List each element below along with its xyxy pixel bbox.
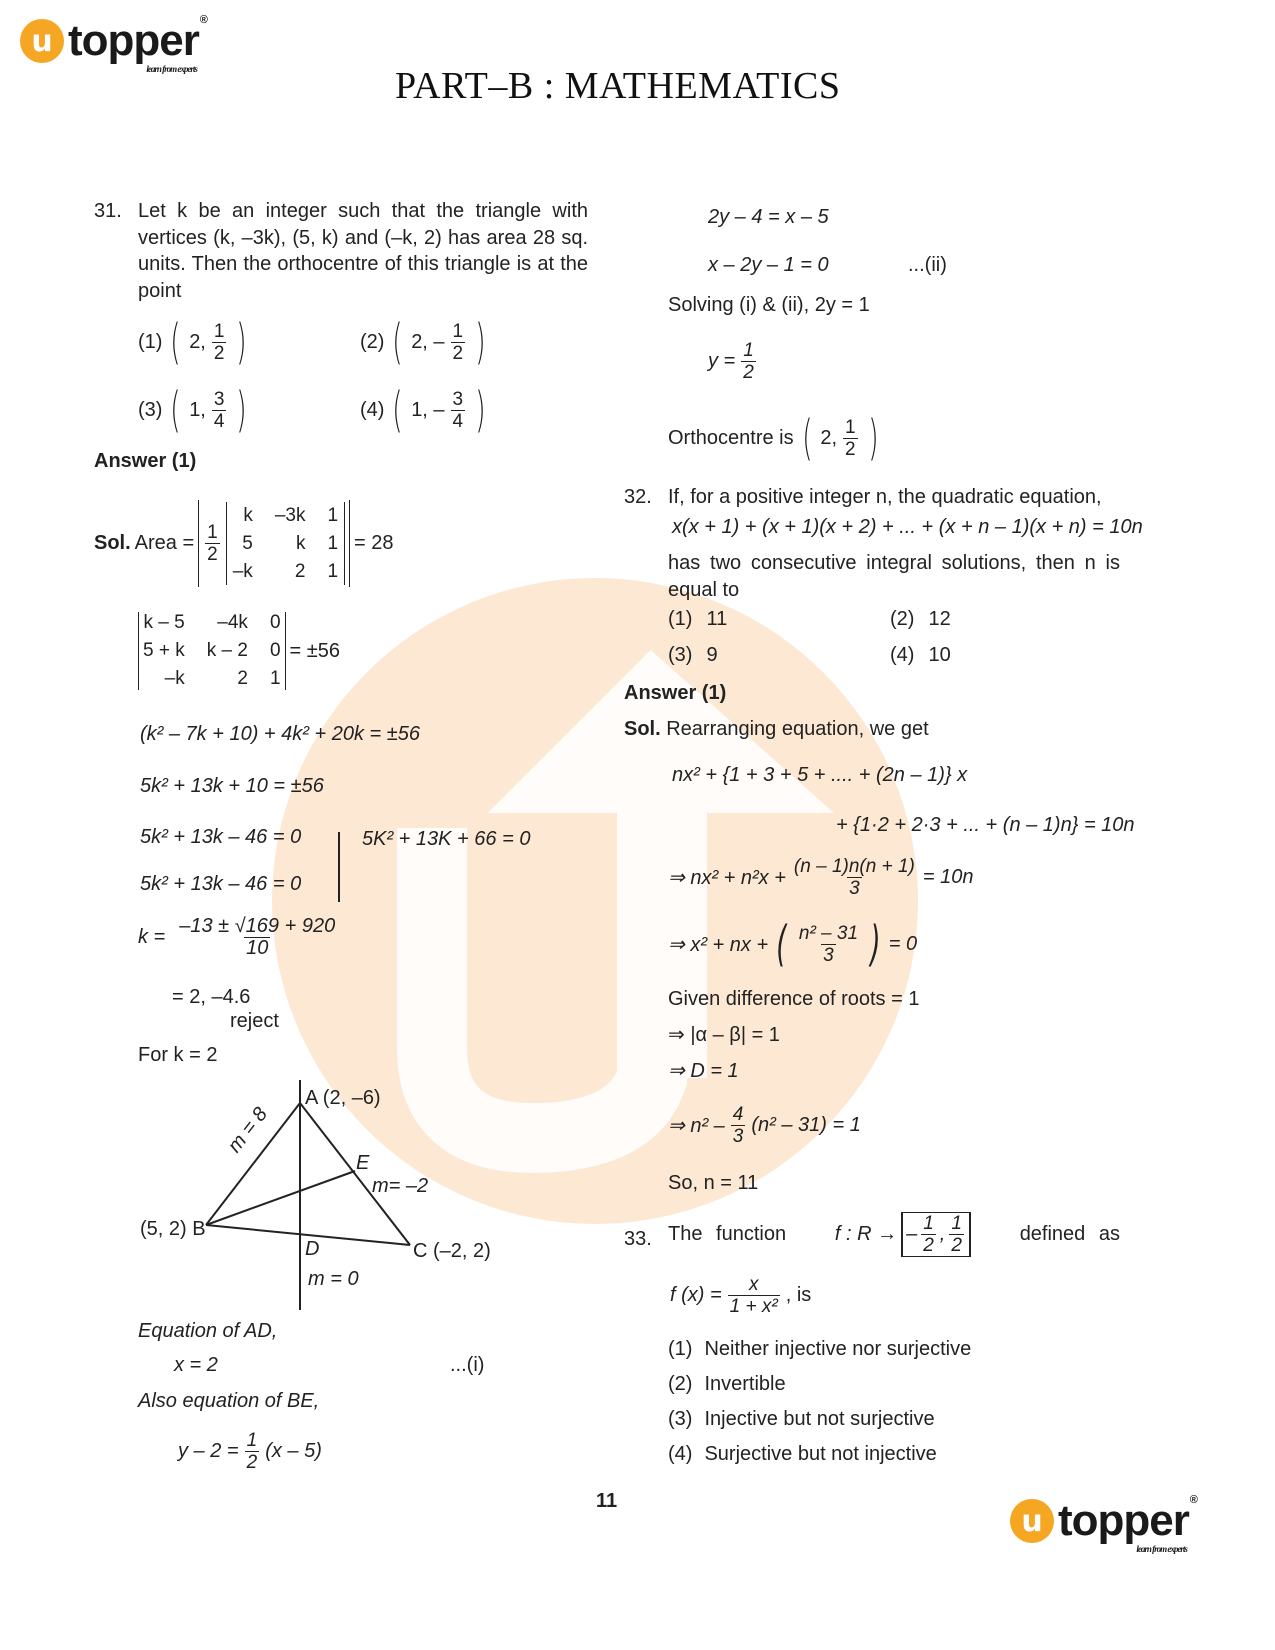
question-number: 31. xyxy=(94,200,122,222)
altitude-be xyxy=(206,1171,355,1225)
result-line: So, n = 11 xyxy=(668,1172,759,1194)
slope-ab-label: m = 8 xyxy=(223,1103,273,1157)
logo-wordmark: topper xyxy=(1058,1496,1189,1545)
foot-e-label: E xyxy=(356,1152,370,1174)
logo-badge-icon: u xyxy=(20,19,64,63)
option-3[interactable]: (3) ( 1, $\frac{3}{4}$ ) xyxy=(138,382,247,438)
option-2[interactable]: (2) Invertible xyxy=(668,1373,786,1395)
question-text: has two consecutive integral solutions, then n is equal to xyxy=(668,552,1120,601)
roots-difference: Given difference of roots = 1 xyxy=(668,988,920,1010)
answer-label: Answer (1) xyxy=(624,682,727,704)
option-4[interactable]: (4) 10 xyxy=(890,644,951,666)
determinant: k –3k 1 5 k 1 –k 2 1 xyxy=(232,505,339,582)
equation-ad: x = 2 xyxy=(174,1354,218,1376)
option-4[interactable]: (4) ( 1, – $\frac{3}{4}$ ) xyxy=(360,382,486,438)
option-1[interactable]: (1) 11 xyxy=(668,608,728,630)
registered-mark: ® xyxy=(1189,1494,1197,1506)
vertex-b-label: (5, 2) B xyxy=(140,1218,206,1240)
equation-line: ⇒ x² + nx + ( $\frac{\text{n² – 31}}{3}$ ) = 0 xyxy=(668,916,918,972)
solution-intro: Sol. Rearranging equation, we get xyxy=(624,718,929,740)
reject-note: reject xyxy=(230,1010,279,1032)
question-number: 32. xyxy=(624,486,652,508)
equation-ad-label: Equation of AD, xyxy=(138,1320,278,1342)
equation-be-label: Also equation of BE, xyxy=(138,1390,320,1412)
logo-wordmark: topper xyxy=(68,16,199,65)
equation-line: nx² + {1 + 3 + 5 + .... + (2n – 1)} x xyxy=(672,764,968,786)
equation-line: + {1·2 + 2·3 + ... + (n – 1)n} = 10n xyxy=(836,814,1135,836)
slope-ac-label: m= –2 xyxy=(372,1175,429,1197)
question-number: 33. xyxy=(624,1228,652,1250)
option-4[interactable]: (4) Surjective but not injective xyxy=(668,1443,937,1465)
logo-tagline: learn from experts xyxy=(146,64,197,74)
equation-line: 5k² + 13k + 10 = ±56 xyxy=(140,775,324,797)
equation-line: ⇒ |α – β| = 1 xyxy=(668,1024,780,1046)
answer-label: Answer (1) xyxy=(94,450,197,472)
solution-area: Sol. Area = $\frac{1}{2}$ k –3k 1 5 k 1 –k 2 1 = 28 xyxy=(94,500,394,587)
equation-line: 5k² + 13k – 46 = 0 xyxy=(140,826,302,848)
question-text: The function f : R → – $\frac{1}{2}$ , $\frac{1}{2}$ defined as xyxy=(668,1213,1120,1256)
equation-line: 5k² + 13k – 46 = 0 xyxy=(140,873,302,895)
slope-bc-label: m = 0 xyxy=(308,1268,359,1290)
equation-line: 2y – 4 = x – 5 xyxy=(708,206,829,228)
equation-be: y – 2 = $\frac{1}{2}$ (x – 5) xyxy=(178,1430,322,1473)
equation-line: 5K² + 13K + 66 = 0 xyxy=(362,828,531,850)
solving-line: Solving (i) & (ii), 2y = 1 xyxy=(668,294,870,316)
equation-tag: ...(i) xyxy=(450,1354,485,1376)
foot-d-label: D xyxy=(305,1238,320,1260)
vertex-a-label: A (2, –6) xyxy=(305,1087,381,1109)
k-values: = 2, –4.6 xyxy=(172,986,251,1008)
equation-tag: ...(ii) xyxy=(908,254,947,276)
equation-line: (k² – 7k + 10) + 4k² + 20k = ±56 xyxy=(140,723,421,745)
quadratic-formula: k = $\frac{-13 \pm √169 + 920}{10}$ xyxy=(138,915,336,959)
option-2[interactable]: (2) ( 2, – $\frac{1}{2}$ ) xyxy=(360,314,486,370)
divider xyxy=(338,832,340,902)
equation-line: ⇒ nx² + n²x + $\frac{(n - 1)n(n + 1)}{3}$ = 10n xyxy=(668,856,974,899)
logo-badge-icon: u xyxy=(1010,1499,1054,1543)
logo-tagline: learn from experts xyxy=(1136,1544,1187,1554)
for-k-line: For k = 2 xyxy=(138,1044,218,1066)
option-2[interactable]: (2) 12 xyxy=(890,608,951,630)
determinant-2: k – 5 –4k 0 5 + k k – 2 0 –k 2 1 = ±56 xyxy=(138,612,340,690)
vertex-c-label: C (–2, 2) xyxy=(413,1240,491,1262)
registered-mark: ® xyxy=(199,14,207,26)
brand-logo xyxy=(20,14,207,74)
question-text: Let k be an integer such that the triangle with vertices (k, –3k), (5, k) and (–k, 2) has area 28 sq. units. Then the orthocentre of this triangle is at the point xyxy=(138,200,588,302)
option-3[interactable]: (3) 9 xyxy=(668,644,718,666)
orthocentre-result: Orthocentre is ( 2, $\frac{1}{2}$ ) xyxy=(668,410,879,466)
equation-line: x – 2y – 1 = 0 xyxy=(708,254,829,276)
option-1[interactable]: (1) Neither injective nor surjective xyxy=(668,1338,972,1360)
option-3[interactable]: (3) Injective but not surjective xyxy=(668,1408,935,1430)
page-title: PART–B : MATHEMATICS xyxy=(395,65,841,107)
quadratic-equation: x(x + 1) + (x + 1)(x + 2) + ... + (x + n – 1)(x + n) = 10n xyxy=(672,516,1143,538)
question-text: If, for a positive integer n, the quadratic equation, xyxy=(668,486,1102,508)
equation-line: ⇒ n² – $\frac{4}{3}$ (n² – 31) = 1 xyxy=(668,1104,861,1147)
option-1[interactable]: (1) ( 2, $\frac{1}{2}$ ) xyxy=(138,314,247,370)
footer-brand-logo xyxy=(1010,1494,1197,1554)
equation-line: ⇒ D = 1 xyxy=(668,1060,739,1082)
page-number: 11 xyxy=(596,1490,618,1512)
y-value: y = $\frac{1}{2}$ xyxy=(708,340,754,383)
function-definition: f (x) = $\frac{x}{\text{1 + x²}}$ , is xyxy=(670,1274,812,1317)
